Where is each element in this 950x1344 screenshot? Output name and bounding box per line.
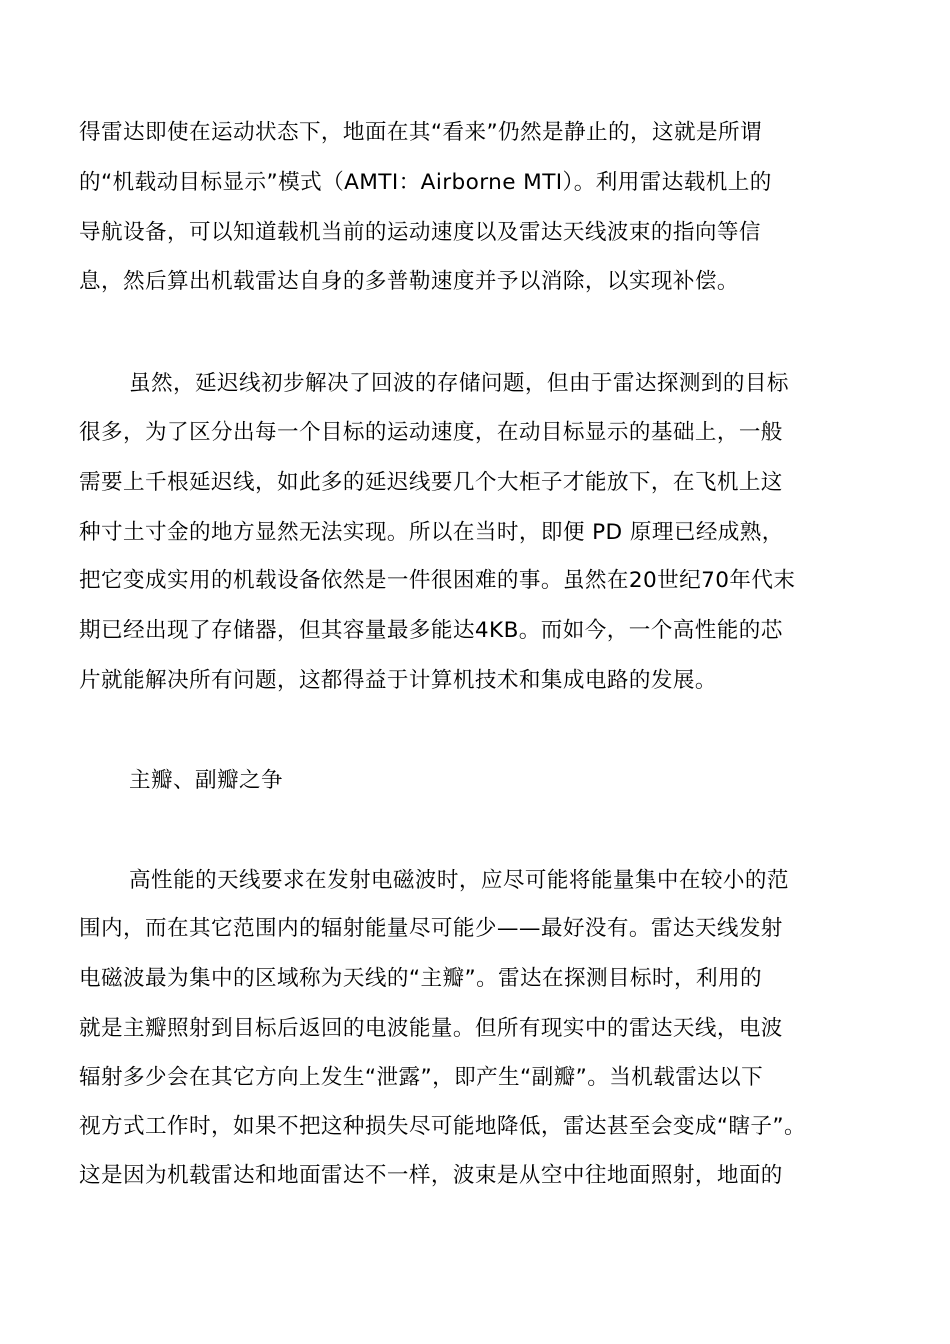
paragraph-3-line-6: 视方式工作时，如果不把这种损失尽可能地降低，雷达甚至会变成“瞎子”。 bbox=[79, 1114, 806, 1139]
paragraph-1-line-3: 导航设备，可以知道载机当前的运动速度以及雷达天线波束的指向等信 bbox=[79, 220, 761, 245]
paragraph-2-line-6: 期已经出现了存储器，但其容量最多能达4KB。而如今，一个高性能的芯 bbox=[79, 618, 783, 643]
paragraph-2-line-2: 很多，为了区分出每一个目标的运动速度，在动目标显示的基础上，一般 bbox=[79, 420, 783, 445]
paragraph-1-line-1: 得雷达即使在运动状态下，地面在其“看来”仍然是静止的，这就是所谓 bbox=[79, 120, 762, 145]
paragraph-3-line-5: 辐射多少会在其它方向上发生“泄露”，即产生“副瓣”。当机载雷达以下 bbox=[79, 1065, 764, 1090]
paragraph-3-line-1: 高性能的天线要求在发射电磁波时，应尽可能将能量集中在较小的范 bbox=[129, 868, 789, 893]
paragraph-1-line-4: 息，然后算出机载雷达自身的多普勒速度并予以消除，以实现补偿。 bbox=[79, 269, 739, 294]
paragraph-2-line-3: 需要上千根延迟线，如此多的延迟线要几个大柜子才能放下，在飞机上这 bbox=[79, 470, 783, 495]
paragraph-3-line-4: 就是主瓣照射到目标后返回的电波能量。但所有现实中的雷达天线，电波 bbox=[79, 1016, 783, 1041]
paragraph-2-line-1: 虽然，延迟线初步解决了回波的存储问题，但由于雷达探测到的目标 bbox=[129, 371, 789, 396]
paragraph-3-line-3: 电磁波最为集中的区域称为天线的“主瓣”。雷达在探测目标时，利用的 bbox=[79, 966, 762, 991]
paragraph-2-line-4: 种寸土寸金的地方显然无法实现。所以在当时，即便 PD 原理已经成熟， bbox=[79, 520, 784, 545]
paragraph-3-line-2: 围内，而在其它范围内的辐射能量尽可能少——最好没有。雷达天线发射 bbox=[79, 916, 783, 941]
paragraph-1-line-2: 的“机载动目标显示”模式（AMTI：Airborne MTI）。利用雷达载机上的 bbox=[79, 170, 772, 195]
paragraph-2-line-5: 把它变成实用的机载设备依然是一件很困难的事。虽然在20世纪70年代末 bbox=[79, 568, 796, 593]
section-heading: 主瓣、副瓣之争 bbox=[129, 768, 283, 793]
paragraph-2-line-7: 片就能解决所有问题，这都得益于计算机技术和集成电路的发展。 bbox=[79, 668, 717, 693]
paragraph-3-line-7: 这是因为机载雷达和地面雷达不一样，波束是从空中往地面照射，地面的 bbox=[79, 1163, 783, 1188]
